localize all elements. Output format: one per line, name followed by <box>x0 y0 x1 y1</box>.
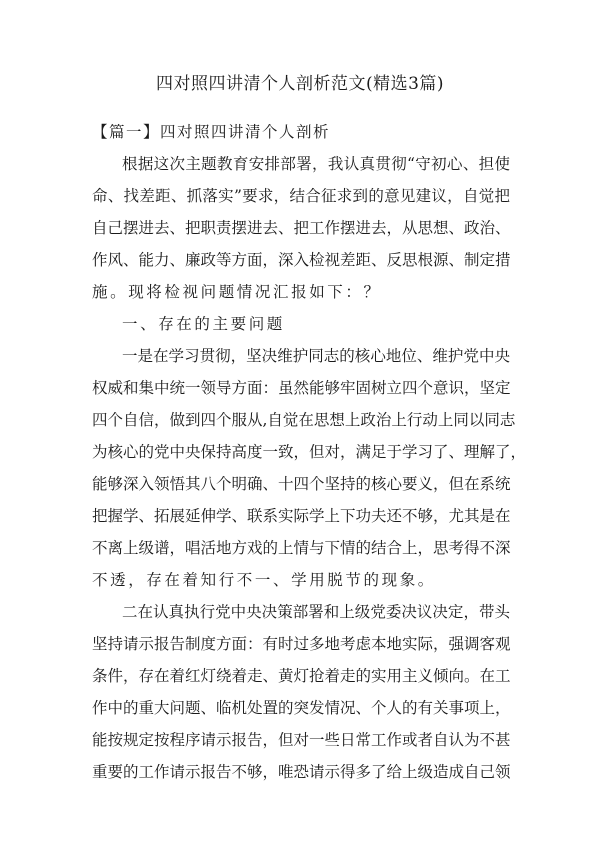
paragraph-line: 不离上级谱，唱活地方戏的上情与下情的结合上，思考得不深 <box>92 539 511 557</box>
paragraph-line: 一是在学习贯彻，坚决维护同志的核心地位、维护党中央 <box>122 347 510 365</box>
paragraph-line: 作风、能力、廉政等方面，深入检视差距、反思根源、制定措 <box>92 251 511 269</box>
paragraph-line: 不透，存在着知行不一、学用脱节的现象。 <box>92 571 436 589</box>
paragraph-line: 能按规定按程序请示报告，但对一些日常工作或者自认为不甚 <box>92 731 511 749</box>
paragraph-line: 施。现将检视问题情况汇报如下：？ <box>92 283 382 301</box>
subsection-heading: 一、存在的主要问题 <box>122 315 285 333</box>
paragraph-line: 重要的工作请示报告不够，唯恐请示得多了给上级造成自己领 <box>92 763 511 781</box>
paragraph-line: 自己摆进去、把职责摆进去、把工作摆进去，从思想、政治、 <box>92 219 511 237</box>
paragraph-line: 权威和集中统一领导方面：虽然能够牢固树立四个意识，坚定 <box>92 379 511 397</box>
paragraph-line: 为核心的党中央保持高度一致，但对，满足于学习了、理解了， <box>92 443 527 461</box>
section-heading: 【篇一】四对照四讲清个人剖析 <box>92 123 331 141</box>
paragraph-line: 条件，存在着红灯绕着走、黄灯抢着走的实用主义倾向。在工 <box>92 667 511 685</box>
paragraph-line: 作中的重大问题、临机处置的突发情况、个人的有关事项上， <box>92 699 511 717</box>
paragraph-line: 四个自信，做到四个服从,自觉在思想上政治上行动上同以同志 <box>92 411 516 429</box>
paragraph-line: 根据这次主题教育安排部署，我认真贯彻“守初心、担使 <box>122 155 510 173</box>
document-body <box>92 116 527 788</box>
paragraph-line: 能够深入领悟其八个明确、十四个坚持的核心要义，但在系统 <box>92 475 511 493</box>
paragraph-line: 命、找差距、抓落实”要求，结合征求到的意见建议，自觉把 <box>92 187 510 205</box>
paragraph-line: 二在认真执行党中央决策部署和上级党委决议决定，带头 <box>122 603 510 621</box>
document-title: 四对照四讲清个人剖析范文(精选3篇) <box>155 74 445 94</box>
paragraph-line: 坚持请示报告制度方面：有时过多地考虑本地实际，强调客观 <box>92 635 511 653</box>
paragraph-line: 把握学、拓展延伸学、联系实际学上下功夫还不够，尤其是在 <box>92 507 511 525</box>
